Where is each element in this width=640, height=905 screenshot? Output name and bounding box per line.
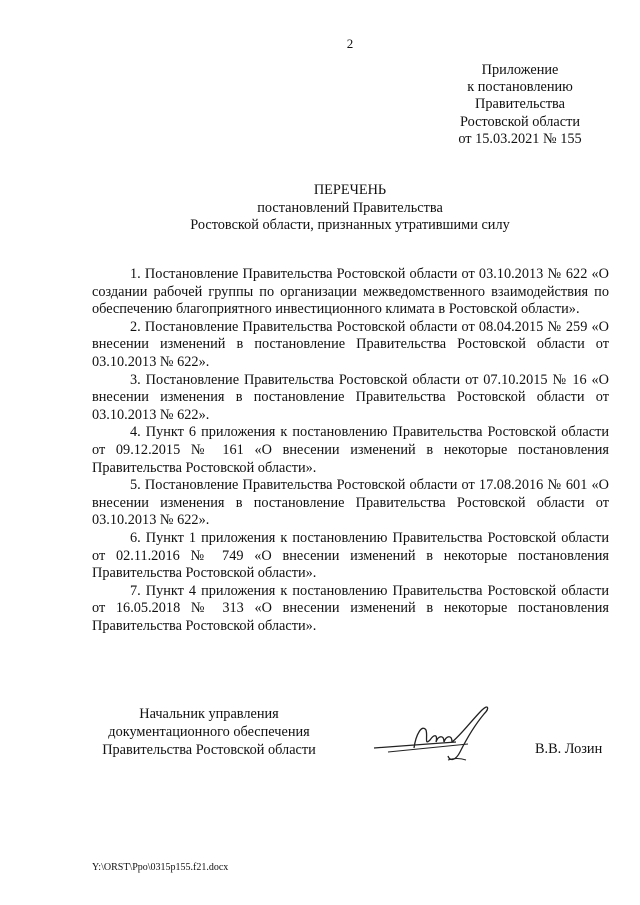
file-path: Y:\ORST\Ppo\0315p155.f21.docx	[92, 862, 229, 873]
handwritten-signature	[368, 700, 503, 770]
annex-line: к постановлению	[467, 79, 573, 96]
list-item: 2. Постановление Правительства Ростовской области от 08.04.2015 № 259 «О внесении изменений в постановление Правительства Ростовской области от 03.10.2013 № 622».	[92, 318, 609, 370]
position-line: документационного обеспечения	[108, 724, 310, 741]
signatory-name: В.В. Лозин	[535, 741, 603, 757]
list-item: 6. Пункт 1 приложения к постановлению Правительства Ростовской области от 02.11.2016 № 749 «О внесении изменений в некоторые постановления Правительства Ростовской области».	[92, 529, 609, 582]
title-heading: ПЕРЕЧЕНЬ	[313, 182, 387, 198]
list-item: 4. Пункт 6 приложения к постановлению Правительства Ростовской области от 09.12.2015 № 161 «О внесении изменений в некоторые постановления Правительства Ростовской области».	[92, 424, 609, 476]
page-number: 2	[346, 36, 354, 51]
annex-line: Правительства	[475, 96, 565, 113]
annex-header	[420, 62, 620, 148]
list-item: 7. Пункт 4 приложения к постановлению Правительства Ростовской области от 16.05.2018 № 313 «О внесении изменений в некоторые постановления Правительства Ростовской области».	[92, 582, 609, 634]
position-line: Начальник управления	[139, 706, 279, 722]
list-item: 3. Постановление Правительства Ростовской области от 07.10.2015 № 16 «О внесении изменения в постановление Правительства Ростовской области от 03.10.2013 № 622».	[92, 371, 609, 423]
list-item: 5. Постановление Правительства Ростовской области от 17.08.2016 № 601 «О внесении изменения в постановление Правительства Ростовской области от 03.10.2013 № 622».	[92, 477, 609, 529]
title-subtitle-1: постановлений Правительства	[257, 199, 443, 216]
list-item: 1. Постановление Правительства Ростовской области от 03.10.2013 № 622 «О создании рабочей группы по организации межведомственного взаимодействия по обеспечению благоприятного инвестиционного климата в Ростовской области».	[92, 266, 609, 318]
annex-line: Ростовской области	[459, 113, 581, 130]
decree-list	[92, 266, 609, 635]
annex-line: Приложение	[481, 62, 559, 78]
document-title	[0, 182, 640, 235]
position-line: Правительства Ростовской области	[102, 742, 316, 759]
annex-line: от 15.03.2021 № 155	[458, 130, 582, 147]
signatory-position	[92, 705, 326, 760]
title-subtitle-2: Ростовской области, признанных утратившими силу	[190, 217, 510, 233]
